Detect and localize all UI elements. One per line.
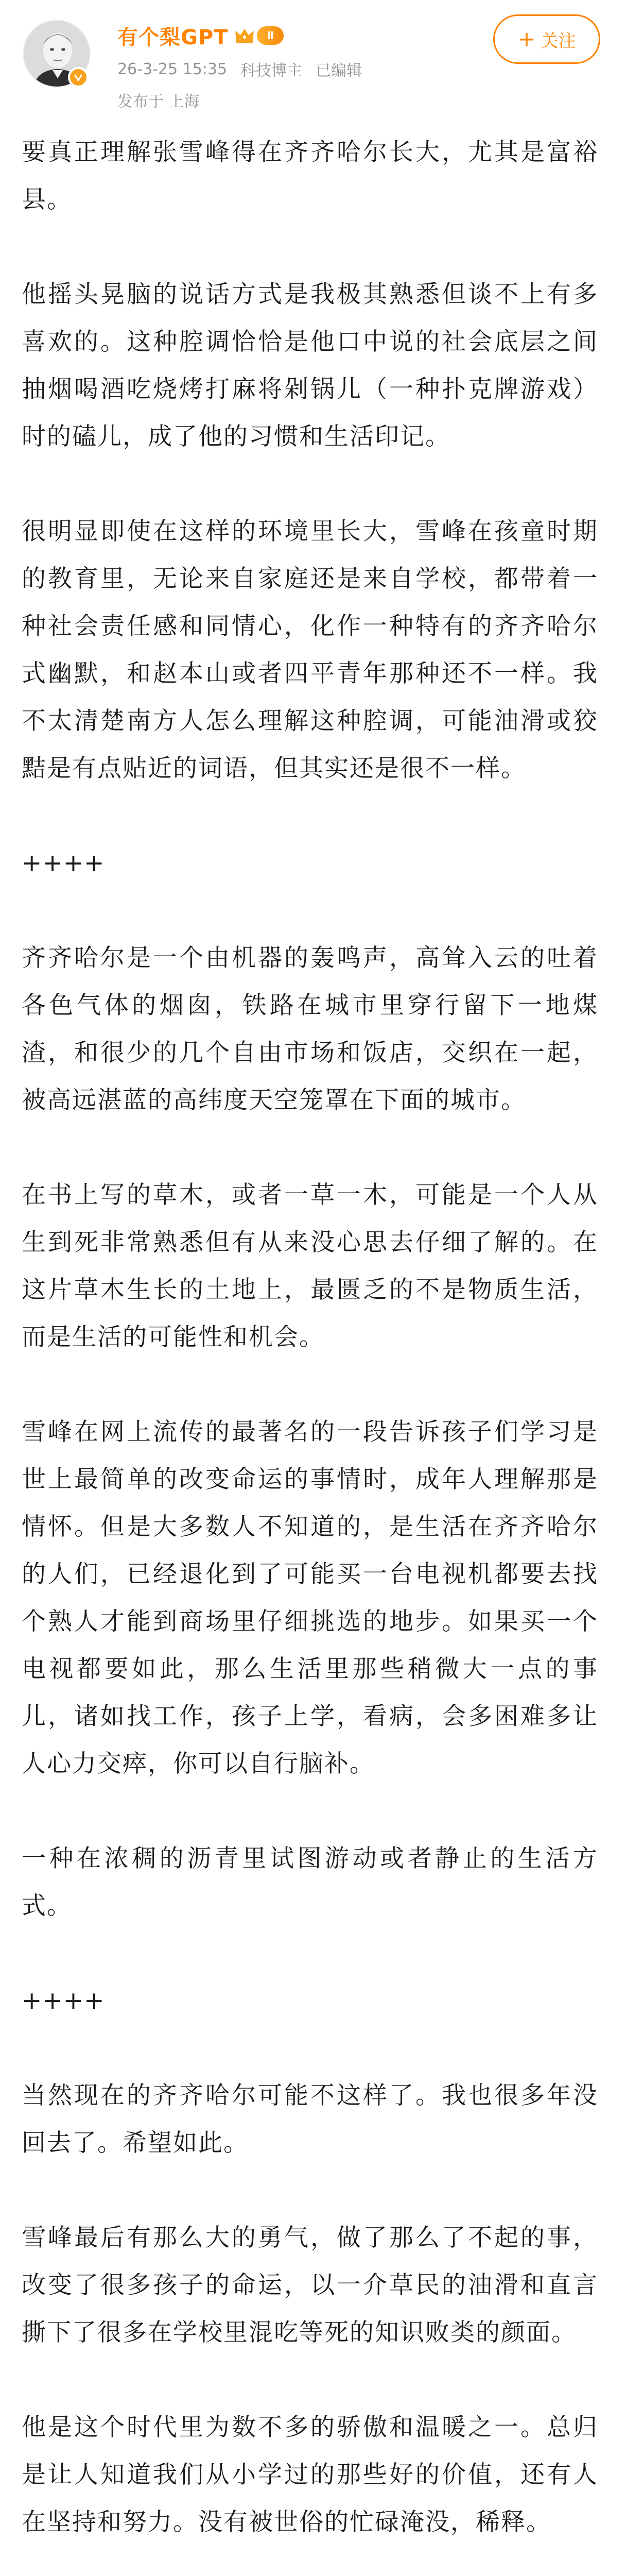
- post-location: 发布于 上海: [117, 93, 200, 111]
- user-level-badge: Ⅱ: [257, 26, 284, 45]
- post-paragraph: 一种在浓稠的沥青里试图游动或者静止的生活方式。: [22, 1844, 598, 1920]
- post-header: [0, 0, 626, 124]
- post-paragraph: 在书上写的草木，或者一草一木，可能是一个人从生到死非常熟悉但有从来没心思去仔细了解的。在这片草木生长的土地上，最匮乏的不是物质生活，而是生活的可能性和机会。: [22, 1181, 598, 1351]
- crown-icon: [234, 27, 255, 44]
- post-paragraph: 当然现在的齐齐哈尔可能不这样了。我也很多年没回去了。希望如此。: [22, 2081, 598, 2157]
- edited-label[interactable]: 已编辑: [316, 62, 362, 80]
- follow-button-label: 关注: [541, 30, 576, 52]
- author-name-row: [117, 21, 284, 50]
- post-body: [22, 129, 598, 2576]
- section-separator: ++++: [22, 1987, 105, 2015]
- post-timestamp: 26-3-25 15:35: [117, 60, 228, 78]
- post-paragraph: 很明显即使在这样的环境里长大，雪峰在孩童时期的教育里，无论来自家庭还是来自学校，都带着一种社会责任感和同情心，化作一种特有的齐齐哈尔式幽默，和赵本山或者四平青年那种还不一样。我不太清楚南方人怎么理解这种腔调，可能油滑或狡黠是有点贴近的词语，但其实还是很不一样。: [22, 517, 598, 783]
- post-paragraph: 他摇头晃脑的说话方式是我极其熟悉但谈不上有多喜欢的。这种腔调恰恰是他口中说的社会底层之间抽烟喝酒吃烧烤打麻将剁锅儿（一种扑克牌游戏）时的磕儿，成了他的习惯和生活印记。: [22, 280, 598, 451]
- author-name[interactable]: 有个梨GPT: [117, 25, 229, 49]
- post-meta: [117, 58, 362, 80]
- post-paragraph: 雪峰最后有那么大的勇气，做了那么了不起的事，改变了很多孩子的命运，以一介草民的油滑和直言撕下了很多在学校里混吃等死的知识败类的颜面。: [22, 2224, 598, 2347]
- author-category: 科技博主: [240, 62, 303, 80]
- post-paragraph: 齐齐哈尔是一个由机器的轰鸣声，高耸入云的吐着各色气体的烟囱，铁路在城市里穿行留下一地煤渣，和很少的几个自由市场和饭店，交织在一起，被高远湛蓝的高纬度天空笼罩在下面的城市。: [22, 944, 598, 1114]
- post-paragraph: 他是这个时代里为数不多的骄傲和温暖之一。总归是让人知道我们从小学过的那些好的价值，还有人在坚持和努力。没有被世俗的忙碌淹没，稀释。: [22, 2413, 598, 2536]
- verified-badge-icon: [68, 67, 89, 88]
- plus-icon: +: [517, 26, 536, 52]
- section-separator: ++++: [22, 849, 105, 877]
- post-paragraph: 要真正理解张雪峰得在齐齐哈尔长大，尤其是富裕县。: [22, 138, 598, 214]
- post-paragraph: 雪峰在网上流传的最著名的一段告诉孩子们学习是世上最简单的改变命运的事情时，成年人理解那是情怀。但是大多数人不知道的，是生活在齐齐哈尔的人们，已经退化到了可能买一台电视机都要去找个熟人才能到商场里仔细挑选的地步。如果买一个电视都要如此，那么生活里那些稍微大一点的事儿，诸如找工作，孩子上学，看病，会多困难多让人心力交瘁，你可以自行脑补。: [22, 1418, 598, 1778]
- follow-button[interactable]: [493, 14, 600, 64]
